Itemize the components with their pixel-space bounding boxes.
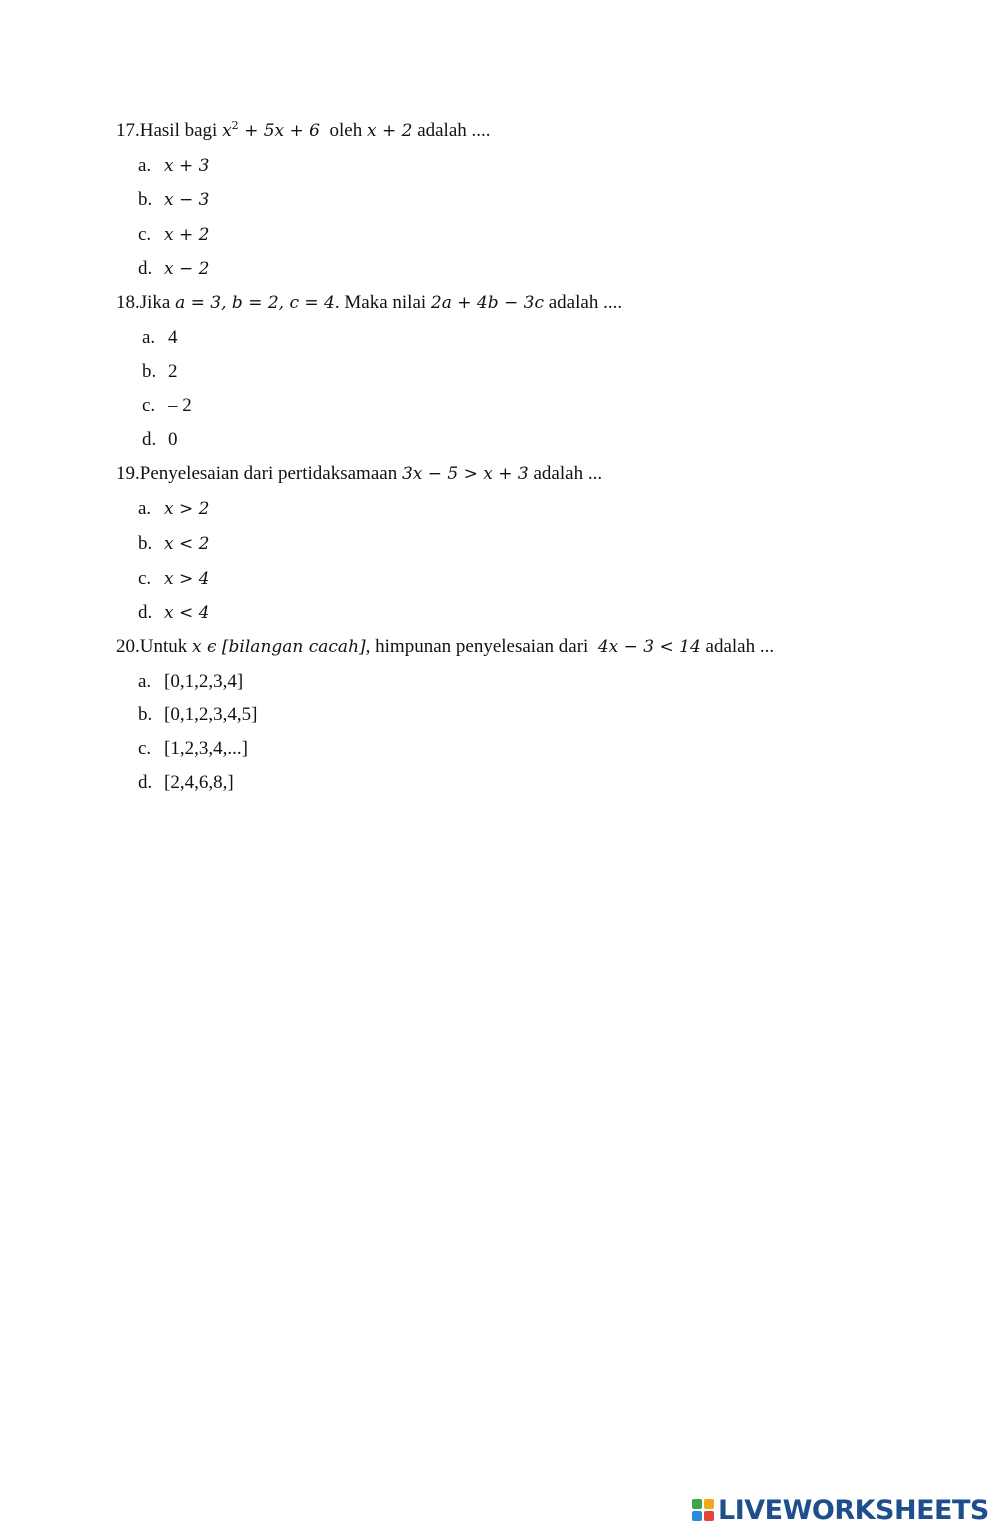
math-expression: [222, 121, 320, 141]
option-18d[interactable]: [142, 428, 178, 452]
question-text: Hasil bagi: [139, 120, 223, 141]
option-19b[interactable]: [138, 532, 209, 556]
question-text: Untuk: [139, 636, 192, 657]
option-letter: a.: [138, 155, 152, 176]
option-19a[interactable]: [138, 497, 209, 521]
math-terms: + 5x + 6: [238, 121, 320, 141]
option-value: x + 3: [164, 156, 210, 176]
option-letter: c.: [142, 395, 156, 416]
option-20c[interactable]: [138, 737, 248, 761]
question-text: Jika: [139, 292, 176, 313]
option-letter: b.: [138, 704, 153, 725]
option-value: x + 2: [164, 225, 210, 245]
option-value: x < 4: [164, 603, 210, 623]
math-expression: 3x − 5 > x + 3: [401, 464, 529, 484]
option-letter: a.: [138, 671, 152, 692]
option-letter: a.: [142, 327, 156, 348]
option-letter: d.: [138, 772, 153, 793]
option-20d[interactable]: [138, 771, 234, 795]
option-17c[interactable]: [138, 223, 209, 247]
option-value: 4: [168, 327, 178, 348]
option-18a[interactable]: [142, 326, 178, 350]
option-value: [0,1,2,3,4]: [164, 671, 244, 692]
logo-text: LIVEWORKSHEETS: [718, 1494, 989, 1526]
question-text: adalah ...: [700, 636, 775, 657]
question-text: , himpunan penyelesaian dari: [365, 636, 598, 657]
question-number: 18.: [116, 292, 140, 313]
option-value: x − 2: [164, 259, 210, 279]
question-19: [116, 462, 602, 486]
math-variable: x: [222, 121, 232, 141]
logo-square-red: [704, 1511, 714, 1521]
option-letter: b.: [142, 361, 157, 382]
option-value: x − 3: [164, 190, 210, 210]
math-expression: 2a + 4b − 3c: [430, 293, 544, 313]
question-text: adalah ...: [528, 463, 603, 484]
option-18c[interactable]: [142, 394, 192, 418]
option-20b[interactable]: [138, 703, 257, 727]
math-exponent: 2: [231, 119, 239, 132]
option-19c[interactable]: [138, 567, 209, 591]
logo-square-green: [692, 1499, 702, 1509]
option-letter: b.: [138, 533, 153, 554]
option-letter: a.: [138, 498, 152, 519]
option-17a[interactable]: [138, 154, 209, 178]
option-value: 0: [168, 429, 178, 450]
option-letter: d.: [138, 602, 153, 623]
question-17: [116, 119, 491, 143]
option-letter: d.: [142, 429, 157, 450]
question-18: [116, 291, 622, 315]
option-19d[interactable]: [138, 601, 209, 625]
liveworksheets-logo[interactable]: [692, 1494, 989, 1526]
math-expression: x ϵ [bilangan cacah]: [192, 637, 366, 657]
liveworksheets-grid-icon: [692, 1499, 714, 1521]
question-text: . Maka nilai: [334, 292, 431, 313]
option-letter: c.: [138, 224, 152, 245]
question-text: adalah ....: [412, 120, 491, 141]
question-number: 17.: [116, 120, 140, 141]
option-value: [0,1,2,3,4,5]: [164, 704, 258, 725]
question-20: [116, 635, 774, 659]
option-18b[interactable]: [142, 360, 178, 384]
option-value: 2: [168, 361, 178, 382]
question-text: oleh: [320, 120, 367, 141]
option-letter: c.: [138, 738, 152, 759]
option-value: x < 2: [164, 534, 210, 554]
math-expression: x + 2: [366, 121, 413, 141]
question-text: adalah ....: [544, 292, 623, 313]
option-17b[interactable]: [138, 188, 209, 212]
option-value: [1,2,3,4,...]: [164, 738, 248, 759]
math-expression: a = 3, b = 2, c = 4: [175, 293, 335, 313]
logo-square-blue: [692, 1511, 702, 1521]
option-letter: c.: [138, 568, 152, 589]
question-number: 19.: [116, 463, 140, 484]
option-value: x > 4: [164, 569, 210, 589]
logo-square-orange: [704, 1499, 714, 1509]
option-letter: b.: [138, 189, 153, 210]
option-value: x > 2: [164, 499, 210, 519]
option-value: – 2: [168, 395, 192, 416]
question-text: Penyelesaian dari pertidaksamaan: [139, 463, 402, 484]
question-number: 20.: [116, 636, 140, 657]
math-expression: 4x − 3 < 14: [597, 637, 701, 657]
option-letter: d.: [138, 258, 153, 279]
option-17d[interactable]: [138, 257, 209, 281]
option-20a[interactable]: [138, 670, 243, 694]
option-value: [2,4,6,8,]: [164, 772, 234, 793]
